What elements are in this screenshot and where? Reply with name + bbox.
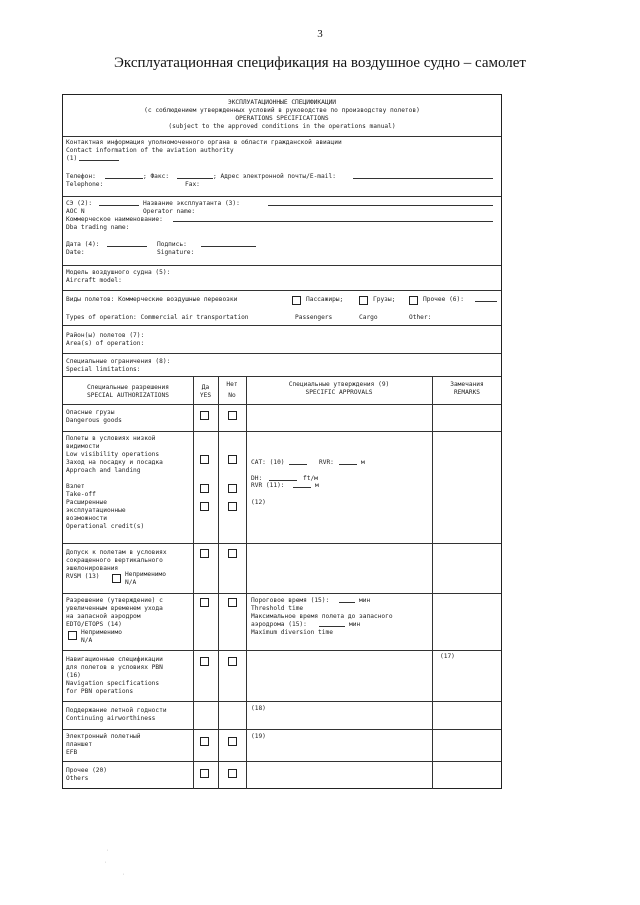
other-checkbox[interactable] (409, 296, 418, 305)
limitations-label-en: Special limitations: (66, 366, 141, 373)
take-off-yes-checkbox[interactable] (200, 484, 209, 493)
row-label: возможности (66, 515, 107, 522)
contact-label-en: Contact information of the aviation authority (66, 147, 234, 154)
rvsm-na-ru: Неприменимо (125, 571, 166, 578)
dangerous-goods-no-checkbox[interactable] (228, 411, 237, 420)
area-label-en: Area(s) of operation: (66, 340, 145, 347)
rvr-unit: м (361, 459, 365, 466)
date-label: Дата (4): (66, 241, 100, 248)
trading-name-label-en: Dba trading name: (66, 224, 130, 231)
other-field[interactable] (475, 301, 497, 302)
table-row-rvsm (63, 543, 501, 593)
scan-mark: · (104, 860, 108, 866)
row-label: для полетов в условиях PBN (66, 664, 163, 671)
divider (63, 325, 501, 326)
fax-label-en: Fax: (185, 181, 200, 188)
col-yes-ru: Да (201, 384, 210, 391)
row-label: Operational credit(s) (66, 523, 145, 530)
others-no-checkbox[interactable] (228, 769, 237, 778)
date-label-en: Date: (66, 249, 85, 256)
signature-field[interactable] (201, 246, 256, 247)
col-remarks-en: REMARKS (453, 389, 481, 396)
row-label: Взлет (66, 483, 85, 490)
threshold-time-unit: мин (359, 597, 371, 604)
other-label: Прочее (6): (423, 296, 464, 303)
max-diversion-label: Максимальное время полета до запасного (251, 613, 393, 620)
table-row-others (63, 761, 501, 789)
row-label: Разрешение (утверждение) с (66, 597, 163, 604)
col-remarks-ru: Замечания (450, 381, 484, 388)
row-label: Расширенные (66, 499, 107, 506)
edto-na-en: N/A (81, 637, 93, 644)
row-label: Заход на посадку и посадка (66, 459, 163, 466)
scan-mark: · (122, 872, 126, 878)
email-field[interactable] (353, 178, 493, 179)
approach-landing-yes-checkbox[interactable] (200, 455, 209, 464)
row-label: Допуск к полетам в условиях (66, 549, 167, 556)
row-label: Low visibility operations (66, 451, 160, 458)
threshold-time-field[interactable] (339, 602, 355, 603)
cat-field[interactable] (289, 464, 307, 465)
max-diversion-label-2: аэродрома (15): (251, 621, 307, 628)
fax-field[interactable] (177, 178, 213, 179)
operations-label-ru: Виды полетов: Коммерческие воздушные перевозки (66, 296, 238, 303)
threshold-time-label: Пороговое время (15): (251, 597, 330, 604)
table-row-continuing-airworthiness (63, 701, 501, 729)
contact-label-ru: Контактная информация уполномоченного органа в области гражданской авиации (66, 139, 342, 146)
threshold-time-en: Threshold time (251, 605, 304, 612)
signature-label: Подпись: (157, 241, 187, 248)
divider (63, 290, 501, 291)
scan-mark: · (106, 848, 110, 854)
aoc-label: СЭ (2): (66, 200, 93, 207)
cargo-checkbox[interactable] (359, 296, 368, 305)
header-en: OPERATIONS SPECIFICATIONS (235, 115, 329, 122)
rvsm-na-checkbox[interactable] (112, 574, 121, 583)
pbn-no-checkbox[interactable] (228, 657, 237, 666)
row-label: Электронный полетный (66, 733, 141, 740)
rvr-field[interactable] (339, 464, 357, 465)
col-approvals-en: SPECIFIC APPROVALS (305, 389, 373, 396)
pbn-yes-checkbox[interactable] (200, 657, 209, 666)
row-label: планшет (66, 741, 93, 748)
row-label: на запасной аэродром (66, 613, 141, 620)
aoc-field[interactable] (99, 205, 139, 206)
row-label: сокращенного вертикального (66, 557, 163, 564)
table-row-pbn (63, 650, 501, 701)
take-off-no-checkbox[interactable] (228, 484, 237, 493)
rvr2-label: RVR (11): (251, 482, 285, 489)
table-row-edto (63, 593, 501, 650)
efb-no-checkbox[interactable] (228, 737, 237, 746)
divider (63, 265, 501, 266)
header-en-sub: (subject to the approved conditions in the operations manual) (168, 123, 396, 130)
header-ru-sub: (с соблюдением утвержденных условий в руководстве по производству полетов) (144, 107, 420, 114)
col-special-authorizations-ru: Специальные разрешения (87, 384, 169, 391)
row-label: Поддержание летной годности (66, 707, 167, 714)
row-label: эшелонирования (66, 565, 119, 572)
divider (63, 196, 501, 197)
trading-name-label: Коммерческое наименование: (66, 216, 163, 223)
operations-specification-form (62, 94, 502, 789)
rvr2-field[interactable] (293, 487, 311, 488)
col-yes-en: YES (199, 392, 212, 399)
limitations-label-ru: Специальные ограничения (8): (66, 358, 171, 365)
other-label-en: Other: (409, 314, 432, 321)
dh-label: DH: (251, 475, 263, 482)
divider (63, 353, 501, 354)
row-label: Take-off (66, 491, 96, 498)
dh-field[interactable] (269, 480, 297, 481)
aircraft-label-en: Aircraft model: (66, 277, 122, 284)
row-label: Navigation specifications (66, 680, 160, 687)
operator-name-label: Название эксплуатанта (3): (143, 200, 240, 207)
row-label: Опасные грузы (66, 409, 115, 416)
date-field[interactable] (107, 246, 147, 247)
max-diversion-en: Maximum diversion time (251, 629, 333, 636)
table-row-efb (63, 729, 501, 761)
edto-na-ru: Неприменимо (81, 629, 122, 636)
page-number: 3 (317, 28, 323, 40)
row-label: EDTO/ETOPS (14) (66, 621, 122, 628)
header-ru: ЭКСПЛУАТАЦИОННЫЕ СПЕЦИФИКАЦИИ (227, 99, 337, 106)
operator-name-label-en: Operator name: (143, 208, 196, 215)
phone-field[interactable] (105, 178, 143, 179)
fax-label: ; Факс: (143, 173, 170, 180)
phone-label: Телефон: (66, 173, 96, 180)
max-diversion-field[interactable] (319, 626, 345, 627)
row-label: эксплуатационные (66, 507, 126, 514)
row-label: Continuing airworthiness (66, 715, 156, 722)
col-approvals-ru: Специальные утверждения (9) (288, 381, 390, 388)
passengers-checkbox[interactable] (292, 296, 301, 305)
row-label: Approach and landing (66, 467, 141, 474)
rvsm-yes-checkbox[interactable] (200, 549, 209, 558)
aoc-label-en: AOC N (66, 208, 85, 215)
signature-label-en: Signature: (157, 249, 195, 256)
row-label: видимости (66, 443, 100, 450)
row-label: for PBN operations (66, 688, 134, 695)
ref-12: (12) (251, 499, 266, 506)
operator-name-field[interactable] (268, 205, 493, 206)
divider (63, 376, 501, 377)
others-yes-checkbox[interactable] (200, 769, 209, 778)
table-row-low-visibility (63, 431, 501, 543)
approach-landing-no-checkbox[interactable] (228, 455, 237, 464)
row-label: Прочее (20) (66, 767, 107, 774)
dangerous-goods-yes-checkbox[interactable] (200, 411, 209, 420)
edto-yes-checkbox[interactable] (200, 598, 209, 607)
passengers-label-en: Passengers (295, 314, 333, 321)
operational-credit-yes-checkbox[interactable] (200, 502, 209, 511)
passengers-label: Пассажиры; (306, 296, 344, 303)
edto-na-checkbox[interactable] (68, 631, 77, 640)
efb-yes-checkbox[interactable] (200, 737, 209, 746)
contact-field-line[interactable] (79, 160, 119, 161)
edto-no-checkbox[interactable] (228, 598, 237, 607)
operations-label-en: Types of operation: Commercial air transportation (66, 314, 249, 321)
row-label: Навигационные спецификации (66, 656, 163, 663)
row-label: увеличенным временем ухода (66, 605, 163, 612)
pbn-remark-ref: (17) (440, 653, 455, 660)
dh-unit: ft/м (303, 475, 318, 482)
divider (63, 136, 501, 137)
phone-label-en: Telephone: (66, 181, 104, 188)
aircraft-label-ru: Модель воздушного судна (5): (66, 269, 171, 276)
page-title: Эксплуатационная спецификация на воздушное судно – самолет (114, 55, 526, 71)
area-label-ru: Район(ы) полетов (7): (66, 332, 145, 339)
col-special-authorizations-en: SPECIAL AUTHORIZATIONS (87, 392, 169, 399)
rvr-label: RVR: (319, 459, 334, 466)
rvsm-na-en: N/A (125, 579, 137, 586)
row-label: Dangerous goods (66, 417, 122, 424)
row-label: EFB (66, 749, 78, 756)
cargo-label-en: Cargo (359, 314, 378, 321)
email-label: ; Адрес электронной почты/E-mail: (213, 173, 336, 180)
efb-ref: (19) (251, 733, 266, 740)
rvsm-no-checkbox[interactable] (228, 549, 237, 558)
rvr2-unit: м (315, 482, 319, 489)
row-label: RVSM (13) (66, 573, 100, 580)
cargo-label: Грузы; (373, 296, 396, 303)
table-row-dangerous-goods (63, 404, 501, 431)
col-no-en: No (228, 392, 236, 399)
contact-ref: (1) (66, 155, 78, 162)
trading-name-field[interactable] (173, 221, 493, 222)
row-label: Others (66, 775, 89, 782)
caw-ref: (18) (251, 705, 266, 712)
col-no-ru: Нет (226, 381, 238, 388)
row-label: Полеты в условиях низкой (66, 435, 156, 442)
max-diversion-unit: мин (349, 621, 361, 628)
row-label: (16) (66, 672, 81, 679)
cat-label: CAT: (10) (251, 459, 285, 466)
operational-credit-no-checkbox[interactable] (228, 502, 237, 511)
